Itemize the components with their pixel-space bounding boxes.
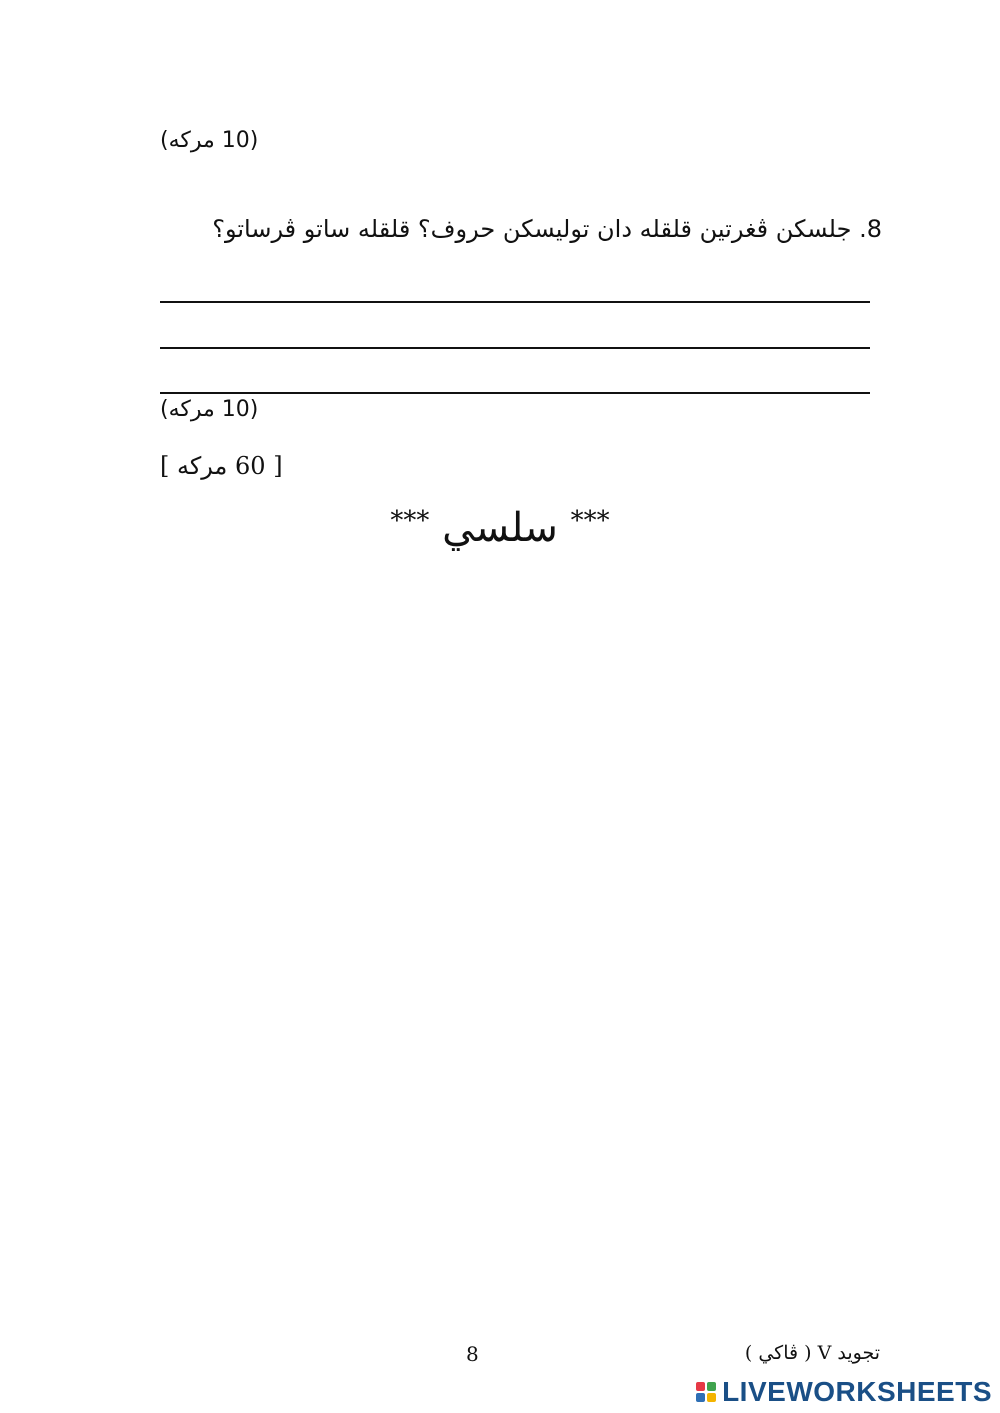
closing-text	[0, 505, 1000, 551]
answer-line[interactable]	[160, 347, 870, 349]
marks-total: [ 60 مركه ]	[160, 452, 283, 480]
footer-subject: تجويد V ( ڤاکي )	[744, 1342, 880, 1364]
logo-square	[696, 1393, 705, 1402]
marks-label-question-8: (10 مركه)	[160, 397, 259, 422]
answer-line[interactable]	[160, 392, 870, 394]
page-number: 8	[466, 1342, 479, 1366]
logo-square	[707, 1382, 716, 1391]
liveworksheets-logo-icon	[696, 1382, 716, 1402]
question-8: 8. جلسکن ڤغرتين قلقله دان توليسکن حروف؟ قلقله ساتو ڤرساتو؟	[212, 215, 882, 243]
stars-left: ***	[390, 506, 430, 536]
marks-label-top: (10 مركه)	[160, 128, 259, 153]
logo-square	[707, 1393, 716, 1402]
stars-right: ***	[570, 506, 610, 536]
closing-word: سلسي	[442, 505, 558, 551]
brand-name: LIVEWORKSHEETS	[722, 1376, 992, 1407]
logo-square	[696, 1382, 705, 1391]
liveworksheets-brand	[696, 1376, 992, 1408]
answer-line[interactable]	[160, 301, 870, 303]
